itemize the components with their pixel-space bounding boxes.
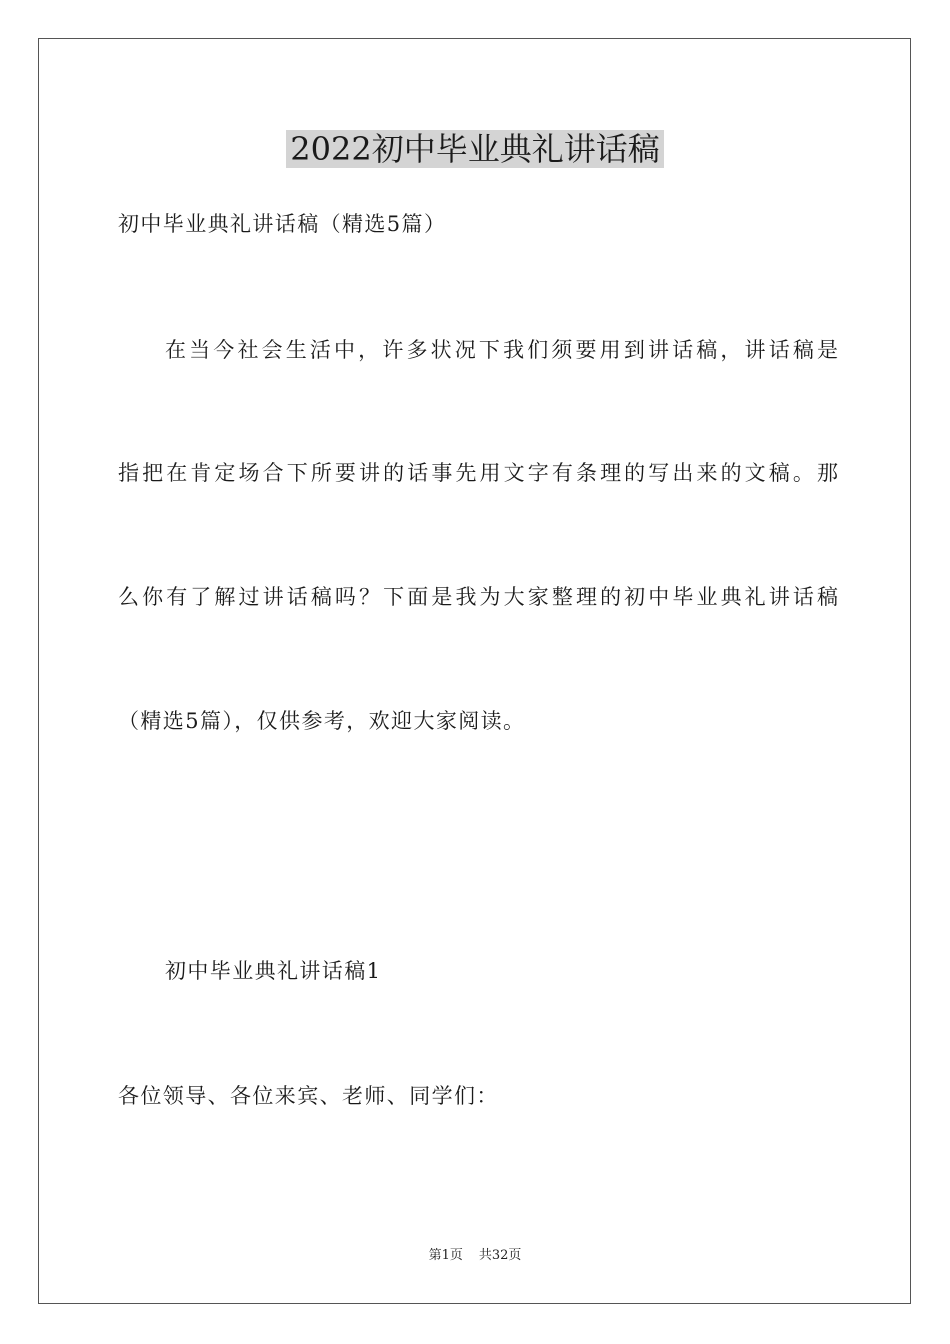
page-footer [0, 1246, 950, 1266]
section-heading: 初中毕业典礼讲话稿1 [165, 959, 382, 983]
intro-line-1: 在当今社会生活中，许多状况下我们须要用到讲话稿，讲话稿是 [165, 338, 838, 362]
document-subtitle: 初中毕业典礼讲话稿（精选5篇） [118, 212, 447, 236]
intro-line-2: 指把在肯定场合下所要讲的话事先用文字有条理的写出来的文稿。那 [118, 461, 838, 485]
salutation: 各位领导、各位来宾、老师、同学们： [118, 1084, 499, 1108]
page-total: 共32页 [478, 1248, 522, 1263]
document-title [0, 125, 950, 173]
page-number: 第1页 [428, 1248, 463, 1263]
intro-line-4: （精选5篇），仅供参考，欢迎大家阅读。 [118, 709, 526, 733]
document-title-text: 2022初中毕业典礼讲话稿 [286, 130, 663, 168]
intro-line-3: 么你有了解过讲话稿吗？下面是我为大家整理的初中毕业典礼讲话稿 [118, 585, 838, 609]
